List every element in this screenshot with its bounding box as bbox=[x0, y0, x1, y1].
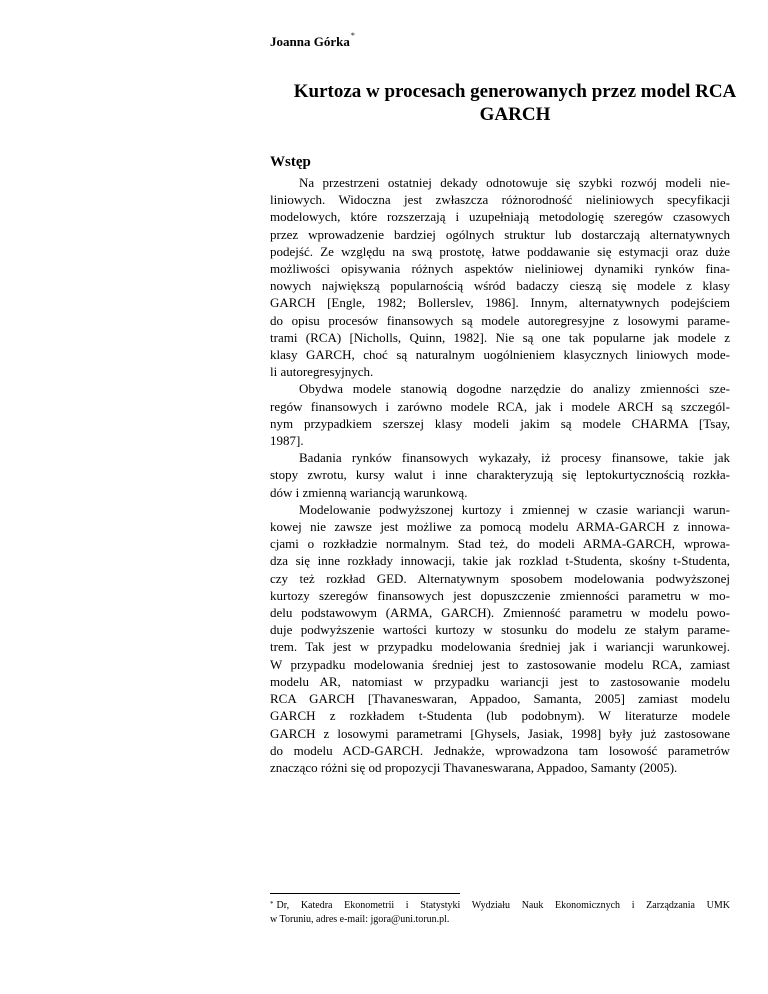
text-line: podejść. Ze względu na swą prostotę, łatwe poddawanie się estymacji oraz duże bbox=[270, 243, 730, 259]
text-line: Badania rynków finansowych wykazały, iż procesy finansowe, takie jak bbox=[299, 450, 730, 466]
footnote-line-2: w Toruniu, adres e-mail: jgora@uni.torun.pl. bbox=[270, 914, 450, 925]
text-line: li autoregresyjnych. bbox=[270, 364, 374, 380]
text-line: stopy zwrotu, kursy walut i inne charakteryzują się leptokurtycznością rozkła- bbox=[270, 467, 730, 483]
text-line: kowej nie zawsze jest możliwe za pomocą modelu ARMA-GARCH z innowa- bbox=[270, 519, 730, 535]
paragraph-3 bbox=[270, 449, 730, 501]
text-line: czy też rozkład GED. Alternatywnym sposobem modelowania podwyższonej bbox=[270, 570, 730, 586]
text-line: dów i zmienną wariancją warunkową. bbox=[270, 484, 468, 500]
author-footnote-marker: * bbox=[350, 31, 355, 40]
text-line: Na przestrzeni ostatniej dekady odnotowuje się szybki rozwój modeli nie- bbox=[299, 175, 730, 190]
text-line: Obydwa modele stanowią dogodne narzędzie do analizy zmienności sze- bbox=[299, 381, 730, 397]
text-line: przez wprowadzenie bardziej ogólnych struktur lub dostarczają alternatywnych bbox=[270, 226, 730, 242]
text-line: klasy GARCH, choć są naturalnym uogólnieniem klasycznych liniowych mode- bbox=[270, 347, 730, 363]
author-name-text: Joanna Górka bbox=[270, 34, 350, 49]
body-text bbox=[270, 174, 730, 776]
text-line: modelu AR, natomiast w przypadku wariancji jest to zastosowanie modelu bbox=[270, 673, 730, 689]
text-line: 1987]. bbox=[270, 433, 304, 449]
footnote-line-1-text: Dr, Katedra Ekonometrii i Statystyki Wydziału Nauk Ekonomicznych i Zarządzania UMK bbox=[276, 900, 730, 911]
text-line: delu podstawowym (ARMA, GARCH). Zmienność parametru w modelu powo- bbox=[270, 605, 730, 621]
footnote bbox=[270, 899, 730, 927]
paper-title bbox=[270, 80, 760, 126]
paper-title-line-1: Kurtoza w procesach generowanych przez model RCA bbox=[293, 81, 737, 102]
paragraph-2 bbox=[270, 380, 730, 449]
text-line: znacząco różni się od propozycji Thavaneswarana, Appadoo, Samanty (2005). bbox=[270, 759, 678, 775]
text-line: GARCH [Engle, 1982; Bollerslev, 1986]. Innym, alternatywnych podejściem bbox=[270, 295, 730, 311]
footnote-separator bbox=[270, 893, 460, 894]
text-line: kurtozy szeregów finansowych jest dopuszczenie zmienności parametru w mo- bbox=[270, 587, 730, 603]
text-line: nowych największą popularnością wśród badaczy cieszą się modele z klasy bbox=[270, 278, 730, 294]
author-name bbox=[270, 31, 355, 50]
text-line: dza się inne rozkłady innowacji, takie jak rozklad t-Studenta, skośny t-Studenta, bbox=[270, 553, 730, 569]
footnote-line-1 bbox=[270, 899, 730, 913]
text-line: cjami o rozkładzie normalnym. Stad też, do modeli ARMA-GARCH, wprowa- bbox=[270, 536, 730, 552]
text-line: liniowych. Widoczna jest zwłaszcza różnorodność nieliniowych specyfikacji bbox=[270, 192, 730, 208]
text-line: W przypadku modelowania średniej jest to zastosowanie modelu RCA, zamiast bbox=[270, 656, 730, 672]
text-line: regów finansowych i zarówno modele RCA, jak i modele ARCH są szczegól- bbox=[270, 398, 730, 414]
paper-title-line-2: GARCH bbox=[479, 104, 551, 125]
text-line: modelowych, które rozszerzają i uzupełniają metodologię szeregów czasowych bbox=[270, 209, 730, 225]
text-line: Modelowanie podwyższonej kurtozy i zmiennej w czasie wariancji warun- bbox=[299, 501, 730, 517]
paragraph-4 bbox=[270, 501, 730, 776]
text-line: możliwości opisywania różnych aspektów nieliniowej dynamiki rynków fina- bbox=[270, 261, 730, 277]
text-line: do modelu ACD-GARCH. Jednakże, wprowadzona tam losowość parametrów bbox=[270, 742, 730, 758]
section-heading: Wstęp bbox=[270, 154, 311, 170]
text-line: trem. Tak jest w przypadku modelowania średniej jak i wariancji warunkowej. bbox=[270, 639, 730, 655]
paragraph-1 bbox=[270, 174, 730, 380]
text-line: do opisu procesów finansowych są modele autoregresyjne z losowymi parame- bbox=[270, 312, 730, 328]
text-line: RCA GARCH [Thavaneswaran, Appadoo, Samanta, 2005] zamiast modelu bbox=[270, 691, 730, 707]
text-line: duje podwyższenie wartości kurtozy w stosunku do modelu ze stałym parame- bbox=[270, 622, 730, 638]
text-line: nym przypadkiem szerszej klasy modeli jakim są modele CHARMA [Tsay, bbox=[270, 415, 730, 431]
text-line: GARCH z rozkładem t-Studenta (lub podobnym). W literaturze modele bbox=[270, 708, 730, 724]
text-line: trami (RCA) [Nicholls, Quinn, 1982]. Nie są one tak popularne jak modele z bbox=[270, 329, 730, 345]
footnote-marker: * bbox=[270, 900, 274, 908]
text-line: GARCH z losowymi parametrami [Ghysels, Jasiak, 1998] były już zastosowane bbox=[270, 725, 730, 741]
